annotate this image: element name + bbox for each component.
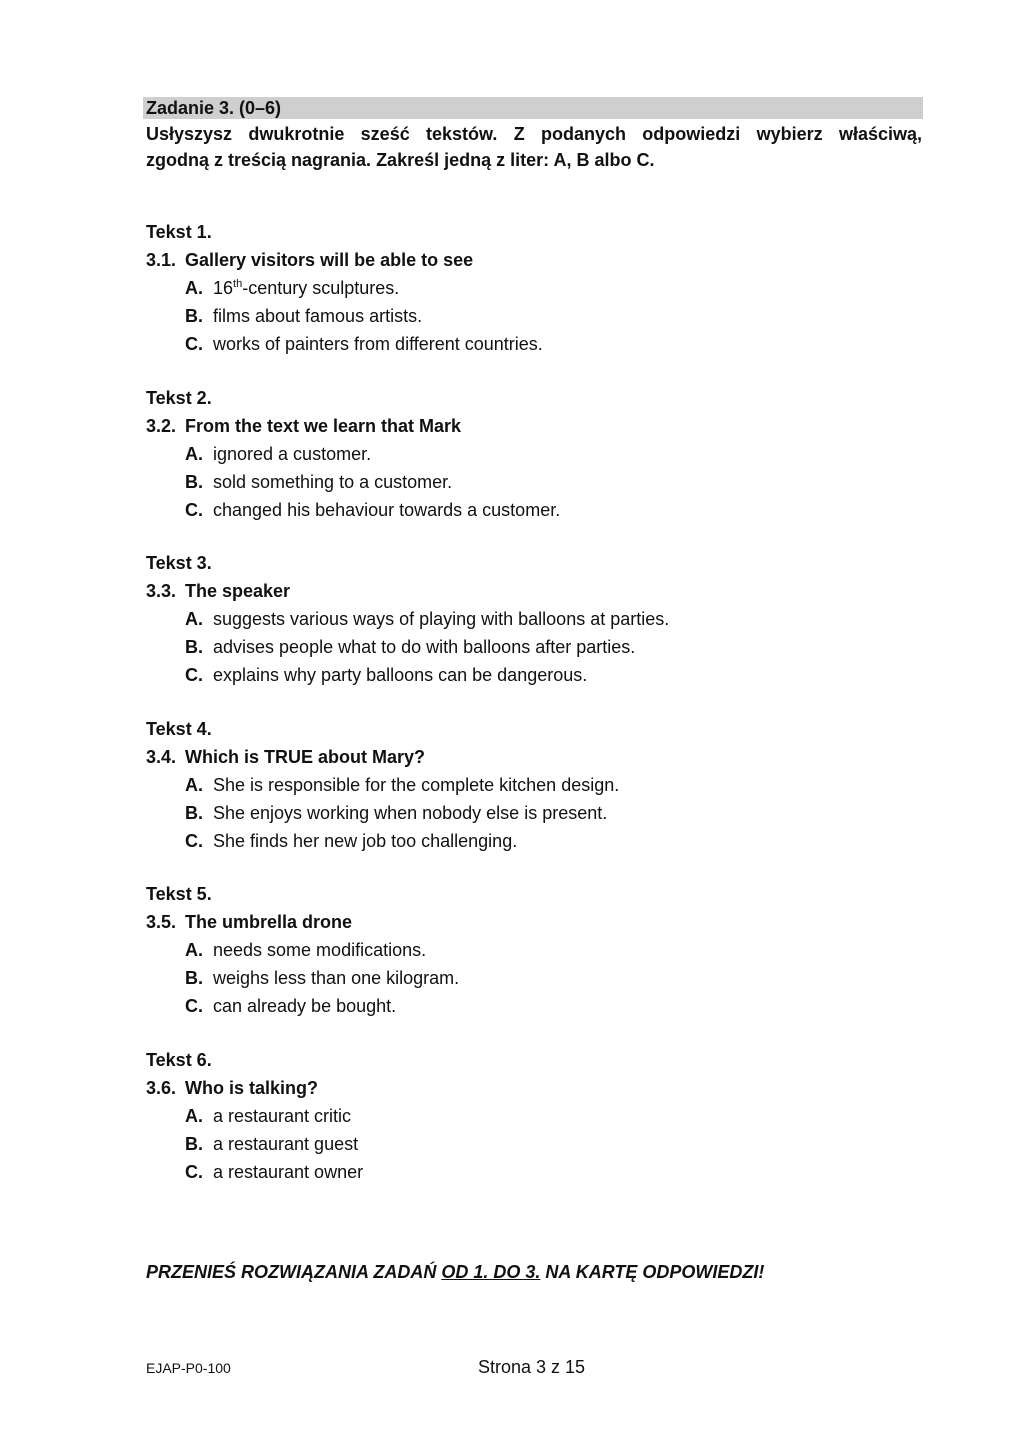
text-block-4	[146, 715, 906, 855]
option-letter: B.	[185, 637, 203, 657]
answer-option-b[interactable]	[146, 799, 906, 827]
option-letter: B.	[185, 968, 203, 988]
answer-option-a[interactable]	[146, 1102, 906, 1130]
option-text: changed his behaviour towards a customer.	[213, 500, 561, 520]
question-text: Which is TRUE about Mary?	[185, 747, 426, 767]
option-letter: A.	[185, 940, 203, 960]
answer-option-b[interactable]	[146, 302, 906, 330]
option-text: works of painters from different countries.	[213, 334, 543, 354]
text-block-1	[146, 218, 906, 358]
option-text-prefix: 16	[213, 278, 234, 298]
question-number: 3.6.	[146, 1078, 177, 1098]
question-number: 3.3.	[146, 581, 177, 601]
question	[146, 743, 906, 771]
notice-part-1: PRZENIEŚ ROZWIĄZANIA ZADAŃ	[146, 1262, 442, 1282]
option-letter: A.	[185, 444, 203, 464]
option-letter: C.	[185, 665, 203, 685]
question-number: 3.5.	[146, 912, 177, 932]
question	[146, 412, 906, 440]
option-text: weighs less than one kilogram.	[213, 968, 460, 988]
question	[146, 246, 906, 274]
answer-option-c[interactable]	[146, 1158, 906, 1186]
question	[146, 1074, 906, 1102]
option-letter: B.	[185, 472, 203, 492]
question-text: The speaker	[185, 581, 291, 601]
question	[146, 908, 906, 936]
option-letter: C.	[185, 334, 203, 354]
instruction-line-2: zgodną z treścią nagrania. Zakreśl jedną z liter: A, B albo C.	[146, 150, 655, 170]
option-text: sold something to a customer.	[213, 472, 453, 492]
option-text: needs some modifications.	[213, 940, 427, 960]
option-text: can already be bought.	[213, 996, 397, 1016]
option-text: suggests various ways of playing with balloons at parties.	[213, 609, 670, 629]
answer-option-b[interactable]	[146, 964, 906, 992]
answer-option-a[interactable]	[146, 771, 906, 799]
option-text: explains why party balloons can be dangerous.	[213, 665, 588, 685]
answer-option-c[interactable]	[146, 496, 906, 524]
text-block-2	[146, 384, 906, 524]
answer-option-b[interactable]	[146, 1130, 906, 1158]
option-text: ignored a customer.	[213, 444, 372, 464]
task-instruction	[146, 121, 922, 173]
option-letter: C.	[185, 831, 203, 851]
option-text: a restaurant critic	[213, 1106, 352, 1126]
answer-option-c[interactable]	[146, 330, 906, 358]
option-text: She finds her new job too challenging.	[213, 831, 518, 851]
notice-underlined: OD 1. DO 3.	[441, 1262, 541, 1282]
option-text: -century sculptures.	[242, 278, 400, 298]
text-title: Tekst 5.	[146, 884, 212, 904]
question-text: From the text we learn that Mark	[185, 416, 462, 436]
question-number: 3.1.	[146, 250, 177, 270]
option-text: films about famous artists.	[213, 306, 423, 326]
option-text-superscript: th	[233, 278, 243, 290]
answer-option-a[interactable]	[146, 605, 906, 633]
text-block-3	[146, 549, 906, 689]
text-title: Tekst 2.	[146, 388, 212, 408]
option-text: She is responsible for the complete kitchen design.	[213, 775, 620, 795]
answer-option-b[interactable]	[146, 633, 906, 661]
text-block-6	[146, 1046, 906, 1186]
option-letter: A.	[185, 278, 203, 298]
text-title: Tekst 3.	[146, 553, 212, 573]
option-letter: A.	[185, 609, 203, 629]
answer-option-a[interactable]	[146, 936, 906, 964]
option-text: advises people what to do with balloons after parties.	[213, 637, 636, 657]
question	[146, 577, 906, 605]
option-text: a restaurant owner	[213, 1162, 364, 1182]
answer-option-c[interactable]	[146, 992, 906, 1020]
answer-option-a[interactable]	[146, 274, 906, 302]
option-letter: B.	[185, 1134, 203, 1154]
text-title: Tekst 1.	[146, 222, 212, 242]
question-number: 3.4.	[146, 747, 177, 767]
answer-option-a[interactable]	[146, 440, 906, 468]
answer-option-b[interactable]	[146, 468, 906, 496]
option-letter: B.	[185, 306, 203, 326]
option-letter: C.	[185, 1162, 203, 1182]
answer-option-c[interactable]	[146, 827, 906, 855]
text-block-5	[146, 880, 906, 1020]
answer-option-c[interactable]	[146, 661, 906, 689]
option-letter: C.	[185, 996, 203, 1016]
question-text: Who is talking?	[185, 1078, 318, 1098]
text-title: Tekst 6.	[146, 1050, 212, 1070]
question-text: Gallery visitors will be able to see	[185, 250, 474, 270]
question-text: The umbrella drone	[185, 912, 353, 932]
page-number: Strona 3 z 15	[478, 1357, 586, 1377]
instruction-line-1: Usłyszysz dwukrotnie sześć tekstów. Z podanych odpowiedzi wybierz właściwą,	[146, 124, 922, 144]
option-text: a restaurant guest	[213, 1134, 359, 1154]
question-number: 3.2.	[146, 416, 177, 436]
notice-part-2: NA KARTĘ ODPOWIEDZI!	[540, 1262, 765, 1282]
exam-code: EJAP-P0-100	[146, 1360, 231, 1376]
task-header: Zadanie 3. (0–6)	[143, 97, 923, 119]
option-text: She enjoys working when nobody else is present.	[213, 803, 608, 823]
option-letter: A.	[185, 1106, 203, 1126]
option-letter: A.	[185, 775, 203, 795]
option-letter: C.	[185, 500, 203, 520]
option-letter: B.	[185, 803, 203, 823]
transfer-answers-notice	[146, 1262, 764, 1283]
text-title: Tekst 4.	[146, 719, 212, 739]
